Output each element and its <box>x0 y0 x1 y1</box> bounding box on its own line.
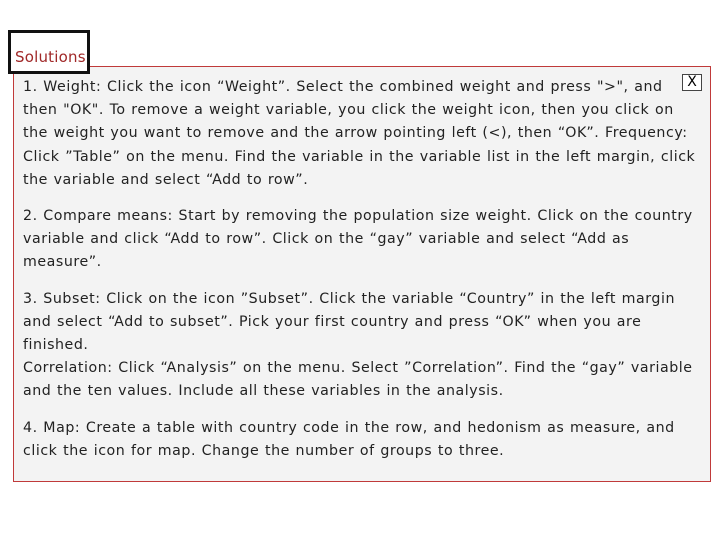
solutions-panel <box>13 66 711 482</box>
text-line: 1. Weight: Click the icon “Weight”. Select the combined weight and press ">", and <box>23 79 663 95</box>
text-line: Click ”Table” on the menu. Find the variable in the variable list in the left margin, click <box>23 148 696 165</box>
solutions-tab[interactable] <box>8 30 90 74</box>
text-line: measure”. <box>23 254 102 271</box>
solution-map-paragraph <box>23 417 693 463</box>
text-line: 3. Subset: Click on the icon ”Subset”. Click the variable “Country” in the left margin <box>23 290 676 307</box>
solutions-content <box>23 76 696 476</box>
text-line: 4. Map: Create a table with country code in the row, and hedonism as measure, and <box>23 419 675 436</box>
text-line: the weight you want to remove and the arrow pointing left (<), then “OK”. Frequency: <box>23 125 688 142</box>
close-icon: X <box>687 74 697 90</box>
solution-weight-paragraph <box>23 76 696 192</box>
text-line: 2. Compare means: Start by removing the population size weight. Click on the country <box>23 208 693 225</box>
text-line: and the ten values. Include all these variables in the analysis. <box>23 383 504 400</box>
text-line: then "OK". To remove a weight variable, you click the weight icon, then you click on <box>23 102 674 119</box>
solution-compare-means-paragraph <box>23 205 693 275</box>
text-line: the variable and select “Add to row”. <box>23 171 309 188</box>
text-line: finished. <box>23 337 89 354</box>
text-line: and select “Add to subset”. Pick your first country and press “OK” when you are <box>23 313 642 330</box>
text-line: click the icon for map. Change the number of groups to three. <box>23 442 505 459</box>
solutions-tab-label: Solutions <box>15 48 86 66</box>
text-line: variable and click “Add to row”. Click on the “gay” variable and select “Add as <box>23 231 630 248</box>
text-line: Correlation: Click “Analysis” on the menu. Select ”Correlation”. Find the “gay” variable <box>23 360 693 377</box>
solution-subset-paragraph <box>23 288 693 404</box>
